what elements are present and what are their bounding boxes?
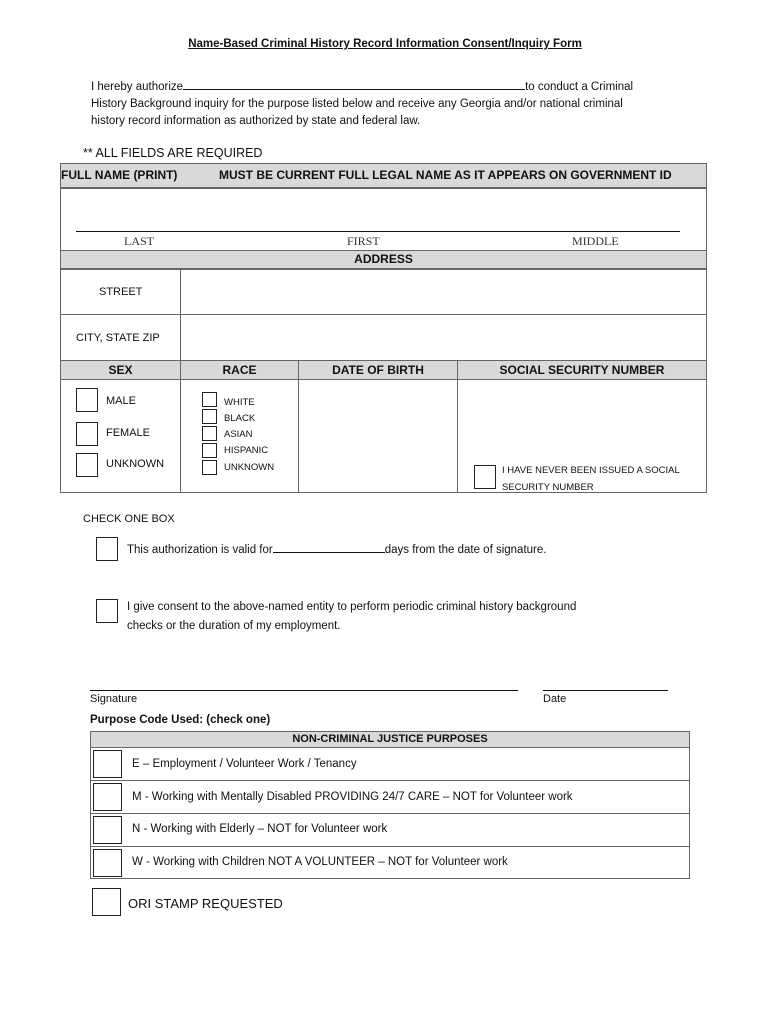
full-name-label: FULL NAME (PRINT) xyxy=(61,168,178,182)
street-field[interactable] xyxy=(180,269,707,315)
purpose-w-label: W - Working with Children NOT A VOLUNTEER – NOT for Volunteer work xyxy=(132,856,508,868)
periodic-consent-line-2: checks or the duration of my employment. xyxy=(127,620,341,632)
full-name-field[interactable] xyxy=(76,231,680,232)
address-header-label: ADDRESS xyxy=(354,252,413,266)
sex-header xyxy=(60,360,181,380)
address-header xyxy=(60,250,707,269)
sex-male-checkbox[interactable] xyxy=(76,388,98,412)
race-unknown-label: UNKNOWN xyxy=(224,462,275,473)
authorize-line-2: History Background inquiry for the purpose listed below and receive any Georgia and/or national criminal xyxy=(91,98,623,110)
purpose-m-label: M - Working with Mentally Disabled PROVIDING 24/7 CARE – NOT for Volunteer work xyxy=(132,791,573,803)
authorized-entity-field[interactable] xyxy=(183,77,525,90)
authorize-prefix: I hereby authorize xyxy=(91,81,184,93)
authorization-statement xyxy=(91,77,691,130)
date-label: Date xyxy=(543,693,567,705)
race-unknown-checkbox[interactable] xyxy=(202,460,217,475)
signature-field[interactable] xyxy=(90,690,518,691)
valid-days-statement xyxy=(127,540,546,556)
ssn-never-issued-line-1: I HAVE NEVER BEEN ISSUED A SOCIAL xyxy=(502,465,680,476)
purpose-header-label: NON-CRIMINAL JUSTICE PURPOSES xyxy=(292,733,488,745)
check-one-label: CHECK ONE BOX xyxy=(83,513,175,525)
signature-label: Signature xyxy=(90,693,138,705)
purpose-n-checkbox[interactable] xyxy=(93,816,122,844)
first-name-label: FIRST xyxy=(347,234,380,248)
authorize-line-3: history record information as authorized by state and federal law. xyxy=(91,115,421,127)
ssn-header-label: SOCIAL SECURITY NUMBER xyxy=(499,363,665,377)
purpose-header xyxy=(90,731,690,748)
ssn-never-issued-checkbox[interactable] xyxy=(474,465,496,489)
ssn-never-issued-label xyxy=(502,462,680,496)
ori-stamp-checkbox[interactable] xyxy=(92,888,121,916)
race-hispanic-label: HISPANIC xyxy=(224,445,269,456)
required-note: ** ALL FIELDS ARE REQUIRED xyxy=(83,146,263,160)
ssn-header xyxy=(457,360,707,380)
ssn-never-issued-line-2: SECURITY NUMBER xyxy=(502,482,594,493)
race-asian-label: ASIAN xyxy=(224,429,253,440)
form-title: Name-Based Criminal History Record Information Consent/Inquiry Form xyxy=(188,38,582,50)
race-white-label: WHITE xyxy=(224,397,255,408)
purpose-n-label: N - Working with Elderly – NOT for Volunteer work xyxy=(132,823,388,835)
race-hispanic-checkbox[interactable] xyxy=(202,443,217,458)
sex-header-label: SEX xyxy=(108,363,133,377)
authorize-suffix: to conduct a Criminal xyxy=(525,81,634,93)
ori-stamp-label: ORI STAMP REQUESTED xyxy=(128,896,283,911)
middle-name-label: MIDDLE xyxy=(572,234,619,248)
city-state-zip-label-cell xyxy=(60,314,181,361)
street-label-cell xyxy=(60,269,181,315)
periodic-consent-statement xyxy=(127,598,576,636)
full-name-header xyxy=(60,163,707,188)
race-header xyxy=(180,360,299,380)
race-header-label: RACE xyxy=(222,363,257,377)
sex-unknown-checkbox[interactable] xyxy=(76,453,98,477)
sex-unknown-label: UNKNOWN xyxy=(106,458,165,470)
full-name-instruction: MUST BE CURRENT FULL LEGAL NAME AS IT APPEARS ON GOVERNMENT ID xyxy=(219,168,672,182)
date-field[interactable] xyxy=(543,690,668,691)
street-label: STREET xyxy=(99,286,143,298)
periodic-consent-checkbox[interactable] xyxy=(96,599,118,623)
dob-header xyxy=(298,360,458,380)
valid-days-field[interactable] xyxy=(273,540,385,553)
sex-female-checkbox[interactable] xyxy=(76,422,98,446)
purpose-e-label: E – Employment / Volunteer Work / Tenancy xyxy=(132,758,357,770)
dob-field[interactable] xyxy=(298,379,458,493)
dob-header-label: DATE OF BIRTH xyxy=(332,363,424,377)
valid-days-checkbox[interactable] xyxy=(96,537,118,561)
purpose-m-checkbox[interactable] xyxy=(93,783,122,811)
valid-days-suffix: days from the date of signature. xyxy=(384,544,547,556)
purpose-code-label: Purpose Code Used: (check one) xyxy=(90,714,271,726)
race-black-checkbox[interactable] xyxy=(202,409,217,424)
city-state-zip-field[interactable] xyxy=(180,314,707,361)
race-white-checkbox[interactable] xyxy=(202,392,217,407)
purpose-w-checkbox[interactable] xyxy=(93,849,122,877)
periodic-consent-line-1: I give consent to the above-named entity to perform periodic criminal history background xyxy=(127,601,577,613)
city-state-zip-label: CITY, STATE ZIP xyxy=(76,332,160,344)
sex-male-label: MALE xyxy=(106,395,136,407)
valid-days-prefix: This authorization is valid for xyxy=(127,544,273,556)
purpose-e-checkbox[interactable] xyxy=(93,750,122,778)
race-asian-checkbox[interactable] xyxy=(202,426,217,441)
last-name-label: LAST xyxy=(124,234,154,248)
sex-female-label: FEMALE xyxy=(106,427,151,439)
race-black-label: BLACK xyxy=(224,413,256,424)
